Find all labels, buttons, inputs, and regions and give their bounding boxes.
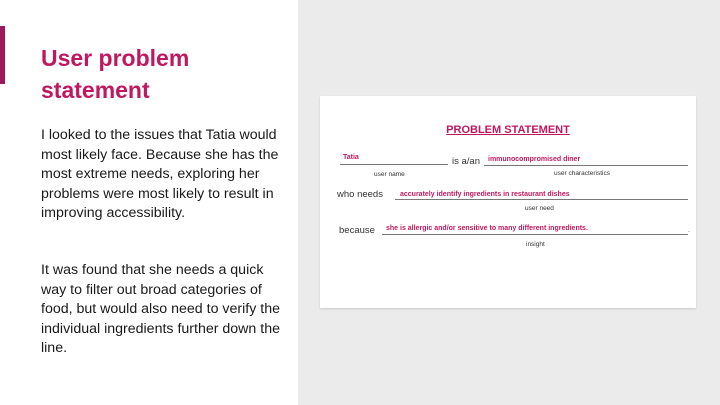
body-paragraph-2: It was found that she needs a quick way to filter out broad categories of food, but would also need to verify the individual ingredients further down the line. [41, 262, 280, 356]
problem-statement-card [320, 96, 696, 308]
user-name-line [340, 164, 448, 165]
insight-value: she is allergic and/or sensitive to many different ingredients. [386, 225, 588, 232]
connector-because: because [339, 225, 375, 236]
insight-label: insight [526, 241, 545, 248]
user-characteristics-line [484, 165, 688, 166]
connector-is: is a/an [452, 156, 480, 167]
problem-statement-heading: PROBLEM STATEMENT [446, 124, 570, 136]
body-paragraph-1: I looked to the issues that Tatia would most likely face. Because she has the most extreme needs, exploring her problems were most likely to result in improving accessibility. [41, 127, 279, 221]
insight-period: . [688, 227, 690, 234]
image-panel [298, 0, 720, 405]
user-characteristics-label: user characteristics [554, 170, 610, 177]
insight-line [382, 234, 688, 235]
user-name-value: Tatia [343, 154, 359, 161]
slide-title: User problem statement [41, 45, 190, 103]
user-name-label: user name [374, 171, 405, 178]
user-need-line [395, 199, 688, 200]
text-panel [0, 0, 298, 405]
connector-who-needs: who needs [337, 189, 383, 200]
accent-bar [0, 26, 5, 84]
user-characteristics-value: immunocompromised diner [488, 156, 581, 163]
user-need-value: accurately identify ingredients in restaurant dishes [400, 191, 570, 198]
user-need-label: user need [525, 205, 554, 212]
